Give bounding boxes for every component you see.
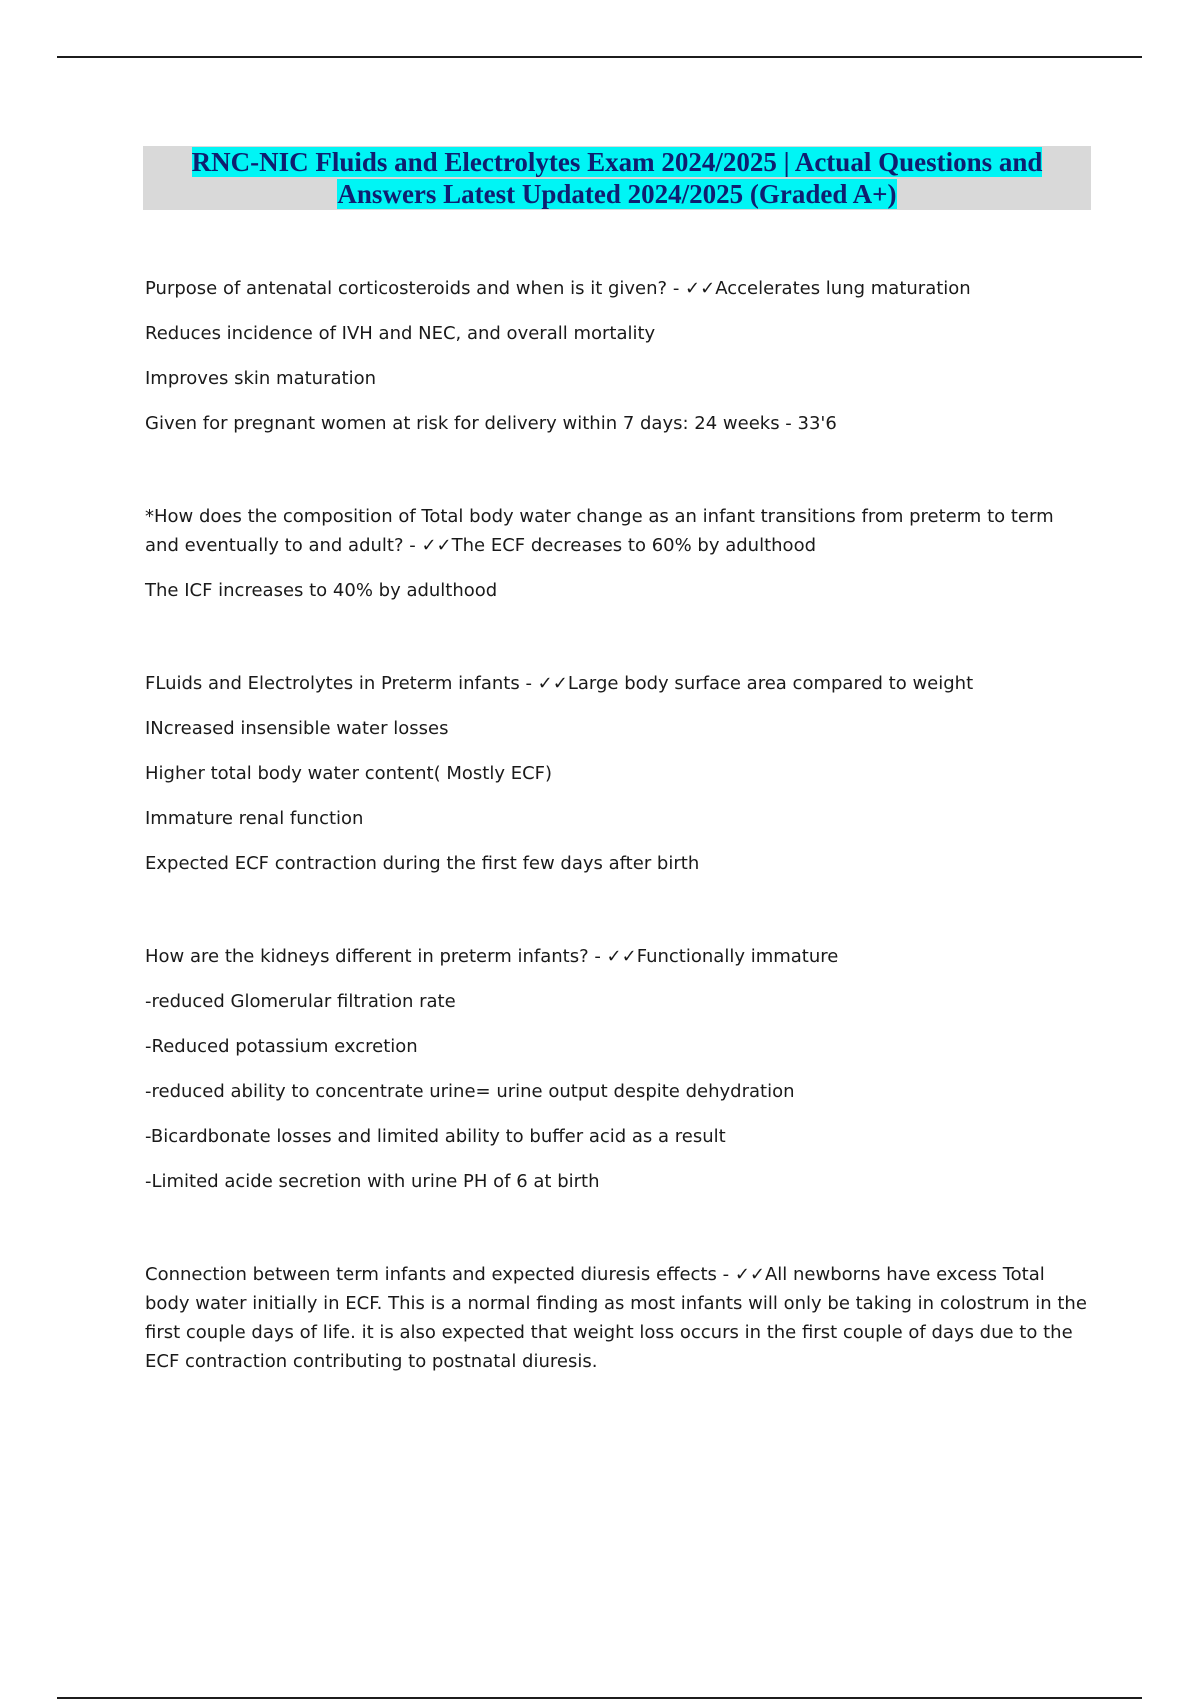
qa-answer-line: Improves skin maturation [145, 368, 376, 389]
qa-answer-line: Higher total body water content( Mostly ECF) [145, 763, 553, 784]
qa-question: How are the kidneys different in preterm infants? - ✓✓Functionally immature [145, 946, 839, 967]
qa-item-preterm-fluids [145, 669, 1090, 878]
qa-answer-line: -reduced ability to concentrate urine= urine output despite dehydration [145, 1081, 795, 1102]
header-rule [57, 56, 1142, 58]
footer-rule [57, 1697, 1142, 1699]
qa-answer-line: Immature renal function [145, 808, 364, 829]
qa-answer-line: Reduces incidence of IVH and NEC, and overall mortality [145, 323, 656, 344]
qa-item-term-diuresis [145, 1260, 1090, 1376]
qa-item-preterm-kidneys [145, 942, 1090, 1196]
qa-answer-line: -Reduced potassium excretion [145, 1036, 418, 1057]
qa-question: *How does the composition of Total body water change as an infant transitions from preterm to term and eventually to and adult? - ✓✓The ECF decreases to 60% by adulthood [145, 506, 1054, 556]
qa-answer-line: -Bicardbonate losses and limited ability to buffer acid as a result [145, 1126, 726, 1147]
title-line-1: RNC-NIC Fluids and Electrolytes Exam 2024/2025 | Actual Questions and [191, 147, 1043, 177]
qa-item-antenatal-steroids [145, 274, 1090, 438]
qa-question: Purpose of antenatal corticosteroids and when is it given? - ✓✓Accelerates lung maturation [145, 278, 971, 299]
qa-question: Connection between term infants and expected diuresis effects - ✓✓All newborns have excess Total body water initially in ECF. This is a normal finding as most infants will only be taking in colostrum in the first couple days of life. it is also expected that weight loss occurs in the first couple of days due to the ECF contraction contributing to postnatal diuresis. [145, 1264, 1087, 1372]
qa-question: FLuids and Electrolytes in Preterm infants - ✓✓Large body surface area compared to weight [145, 673, 974, 694]
qa-answer-line: The ICF increases to 40% by adulthood [145, 580, 498, 601]
qa-item-total-body-water [145, 502, 1090, 605]
qa-answer-line: Expected ECF contraction during the first few days after birth [145, 853, 700, 874]
qa-answer-line: INcreased insensible water losses [145, 718, 449, 739]
document-title [143, 146, 1091, 210]
qa-answer-line: Given for pregnant women at risk for delivery within 7 days: 24 weeks - 33'6 [145, 413, 837, 434]
qa-answer-line: -Limited acide secretion with urine PH of 6 at birth [145, 1171, 600, 1192]
title-line-2: Answers Latest Updated 2024/2025 (Graded A+) [337, 179, 897, 209]
qa-answer-line: -reduced Glomerular filtration rate [145, 991, 456, 1012]
qa-content [145, 274, 1090, 1392]
